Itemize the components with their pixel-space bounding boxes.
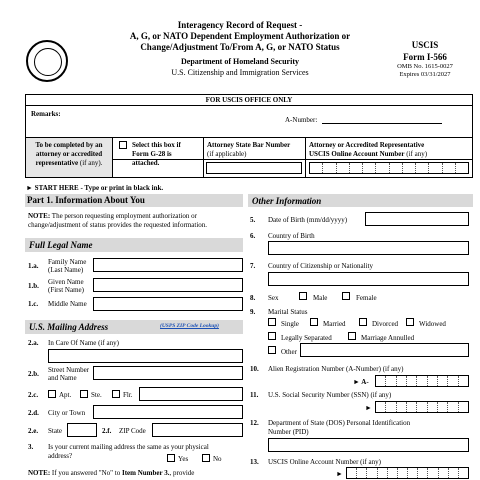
zip-number: 2.f.: [102, 427, 112, 435]
online-account-number-label-num: 13.: [250, 458, 259, 466]
marital-annulled-label: Marriage Annulled: [361, 334, 415, 342]
given-name-input[interactable]: [93, 278, 243, 292]
online-account-label: [309, 141, 427, 159]
bar-number-hint: (if applicable): [207, 150, 247, 158]
mailing-address-title: U.S. Mailing Address: [29, 322, 109, 332]
city-input[interactable]: [93, 405, 243, 419]
online-account-prefix: ►: [336, 470, 343, 478]
flr-checkbox[interactable]: [112, 390, 120, 398]
marital-number: 9.: [250, 308, 256, 316]
pid-label-2: Number (PID): [268, 428, 309, 436]
part1-header: Part 1. Information About You: [25, 194, 243, 207]
same-address-number: 3.: [28, 443, 34, 451]
marital-separated-label: Legally Separated: [281, 334, 332, 342]
unit-input[interactable]: [139, 387, 243, 401]
ssn-label: U.S. Social Security Number (SSN) (if any): [268, 391, 392, 399]
sex-label: Sex: [268, 294, 279, 302]
ste-label: Ste.: [91, 391, 102, 399]
marital-married-checkbox[interactable]: [310, 318, 318, 326]
cob-input[interactable]: [268, 241, 469, 255]
dob-input[interactable]: [365, 212, 469, 226]
pid-number: 12.: [250, 419, 259, 427]
office-use-title: FOR USCIS OFFICE ONLY: [25, 95, 473, 106]
omb-number: OMB No. 1615-0027: [397, 63, 453, 70]
marital-other-label: Other: [281, 348, 297, 356]
address-note-text: If you answered "No" to: [51, 469, 121, 477]
pid-label-1: Department of State (DOS) Personal Identification: [268, 419, 411, 427]
ste-checkbox[interactable]: [80, 390, 88, 398]
sex-male-checkbox[interactable]: [299, 292, 307, 300]
attorney-divider-2: [305, 138, 306, 177]
online-account-title-1: Attorney or Accredited Representative: [309, 141, 425, 149]
form-title-line-2: A, G, or NATO Dependent Employment Authorization or: [129, 31, 351, 41]
city-number: 2.d.: [28, 409, 39, 417]
part1-note-label: NOTE:: [28, 212, 51, 220]
full-legal-name-header: Full Legal Name: [25, 238, 243, 252]
attorney-online-account-input[interactable]: [309, 162, 469, 174]
start-here: ► START HERE - Type or print in black ink.: [26, 184, 164, 192]
marital-single-checkbox[interactable]: [268, 318, 276, 326]
expiration-date: Expires 03/31/2027: [399, 71, 451, 78]
middle-name-label: Middle Name: [48, 300, 87, 308]
other-information-header: Other Information: [248, 194, 473, 207]
street-label: [48, 366, 89, 382]
attorney-note-line-1: To be completed by an: [35, 141, 103, 149]
marital-annulled-checkbox[interactable]: [348, 332, 356, 340]
zip-input[interactable]: [152, 423, 243, 437]
attorney-note-line-3: representative: [35, 159, 79, 167]
form-title-line-1: Interagency Record of Request -: [177, 20, 303, 30]
address-note-label: NOTE:: [28, 469, 51, 477]
bar-number-label: [207, 141, 290, 159]
in-care-of-input[interactable]: [48, 349, 243, 363]
coc-label: Country of Citizenship or Nationality: [268, 262, 373, 270]
dhs-seal-icon: [26, 40, 68, 82]
dob-number: 5.: [250, 216, 256, 224]
a-number-office-line[interactable]: [322, 123, 442, 124]
dob-label: Date of Birth (mm/dd/yyyy): [268, 216, 348, 224]
cob-number: 6.: [250, 232, 256, 240]
attorney-divider-1: [203, 138, 204, 177]
address-note-bold: Item Number 3.: [121, 469, 170, 477]
part1-note-line-2: change/adjustment of status provides the requested information.: [28, 221, 208, 229]
street-label-2: and Name: [48, 374, 77, 382]
family-name-label-2: (Last Name): [48, 266, 84, 274]
same-address-line-1: Is your current mailing address the same as your physical: [48, 443, 209, 451]
sex-number: 8.: [250, 294, 256, 302]
state-select[interactable]: [67, 423, 97, 437]
pid-input[interactable]: [268, 438, 469, 452]
middle-name-number: 1.c.: [28, 300, 39, 308]
marital-single-label: Single: [281, 320, 299, 328]
a-number-label: Alien Registration Number (A-Number) (if any): [268, 365, 404, 373]
cob-label: Country of Birth: [268, 232, 315, 240]
marital-divorced-checkbox[interactable]: [359, 318, 367, 326]
form-title-line-3: Change/Adjustment To/From A, G, or NATO Status: [140, 42, 340, 52]
form-agency: USCIS: [411, 40, 439, 50]
middle-name-input[interactable]: [93, 297, 243, 311]
bar-number-input[interactable]: [206, 162, 302, 174]
city-label: City or Town: [48, 409, 86, 417]
given-name-label: [48, 278, 84, 294]
coc-number: 7.: [250, 262, 256, 270]
g28-checkbox[interactable]: [119, 141, 127, 149]
usps-lookup-link[interactable]: (USPS ZIP Code Lookup): [160, 323, 219, 329]
family-name-number: 1.a.: [28, 262, 39, 270]
given-name-number: 1.b.: [28, 282, 39, 290]
attorney-note-if-any: (if any).: [79, 159, 103, 167]
attorney-completed-cell: [26, 138, 113, 177]
marital-married-label: Married: [323, 320, 346, 328]
state-number: 2.e.: [28, 427, 39, 435]
marital-widowed-checkbox[interactable]: [406, 318, 414, 326]
sex-female-checkbox[interactable]: [342, 292, 350, 300]
same-address-line-2: address?: [48, 452, 73, 460]
a-number-input[interactable]: [375, 375, 469, 387]
g28-line-2: Form G-28 is: [132, 150, 172, 158]
marital-separated-checkbox[interactable]: [268, 332, 276, 340]
given-name-label-2: (First Name): [48, 286, 84, 294]
street-number: 2.b.: [28, 370, 39, 378]
ssn-input[interactable]: [375, 401, 469, 413]
unit-number: 2.c.: [28, 391, 39, 399]
street-input[interactable]: [93, 366, 243, 380]
online-account-hint: (if any): [406, 150, 428, 158]
g28-line-1: Select this box if: [132, 141, 181, 149]
state-label: State: [48, 427, 62, 435]
g28-line-3: attached.: [132, 159, 160, 167]
apt-checkbox[interactable]: [48, 390, 56, 398]
same-address-no-checkbox[interactable]: [202, 454, 210, 462]
zip-label: ZIP Code: [119, 427, 146, 435]
marital-divorced-label: Divorced: [372, 320, 399, 328]
ssn-number: 11.: [250, 391, 259, 399]
part1-note-line-1: The person requesting employment authorization or: [51, 212, 198, 220]
pid-label: [268, 419, 410, 437]
agency-name: U.S. Citizenship and Immigration Services: [171, 68, 309, 77]
marital-other-checkbox[interactable]: [268, 346, 276, 354]
form-title: [90, 20, 390, 53]
family-name-label-1: Family Name: [48, 258, 87, 266]
family-name-input[interactable]: [93, 258, 243, 272]
department-name: Department of Homeland Security: [181, 57, 299, 66]
same-address-yes-label: Yes: [178, 455, 189, 463]
sex-female-label: Female: [356, 294, 377, 302]
a-number-prefix: ► A-: [353, 378, 369, 386]
marital-other-input[interactable]: [300, 343, 469, 357]
online-account-number-label: USCIS Online Account Number (if any): [268, 458, 381, 466]
ssn-prefix: ►: [365, 404, 372, 412]
address-note: [28, 469, 194, 477]
bar-number-title: Attorney State Bar Number: [207, 141, 291, 149]
g28-label: [132, 141, 181, 168]
part1-note: [28, 212, 243, 230]
sex-male-label: Male: [313, 294, 328, 302]
apt-label: Apt.: [59, 391, 72, 399]
same-address-no-label: No: [213, 455, 222, 463]
online-account-number-input[interactable]: [346, 467, 469, 479]
online-account-title-2: USCIS Online Account Number: [309, 150, 405, 158]
family-name-label: [48, 258, 86, 274]
attorney-note-line-2: attorney or accredited: [35, 150, 103, 158]
form-number: Form I-566: [403, 52, 447, 62]
marital-label: Marital Status: [268, 308, 308, 316]
a-number-number: 10.: [250, 365, 259, 373]
flr-label: Flr.: [123, 391, 133, 399]
street-label-1: Street Number: [48, 366, 90, 374]
a-number-office-label: A-Number:: [285, 116, 318, 124]
in-care-of-label: In Care Of Name (if any): [48, 339, 119, 347]
remarks-label: Remarks:: [31, 110, 61, 118]
same-address-yes-checkbox[interactable]: [167, 454, 175, 462]
coc-input[interactable]: [268, 272, 469, 286]
given-name-label-1: Given Name: [48, 278, 84, 286]
address-note-end: , provide: [169, 469, 195, 477]
in-care-of-number: 2.a.: [28, 339, 39, 347]
marital-widowed-label: Widowed: [419, 320, 446, 328]
